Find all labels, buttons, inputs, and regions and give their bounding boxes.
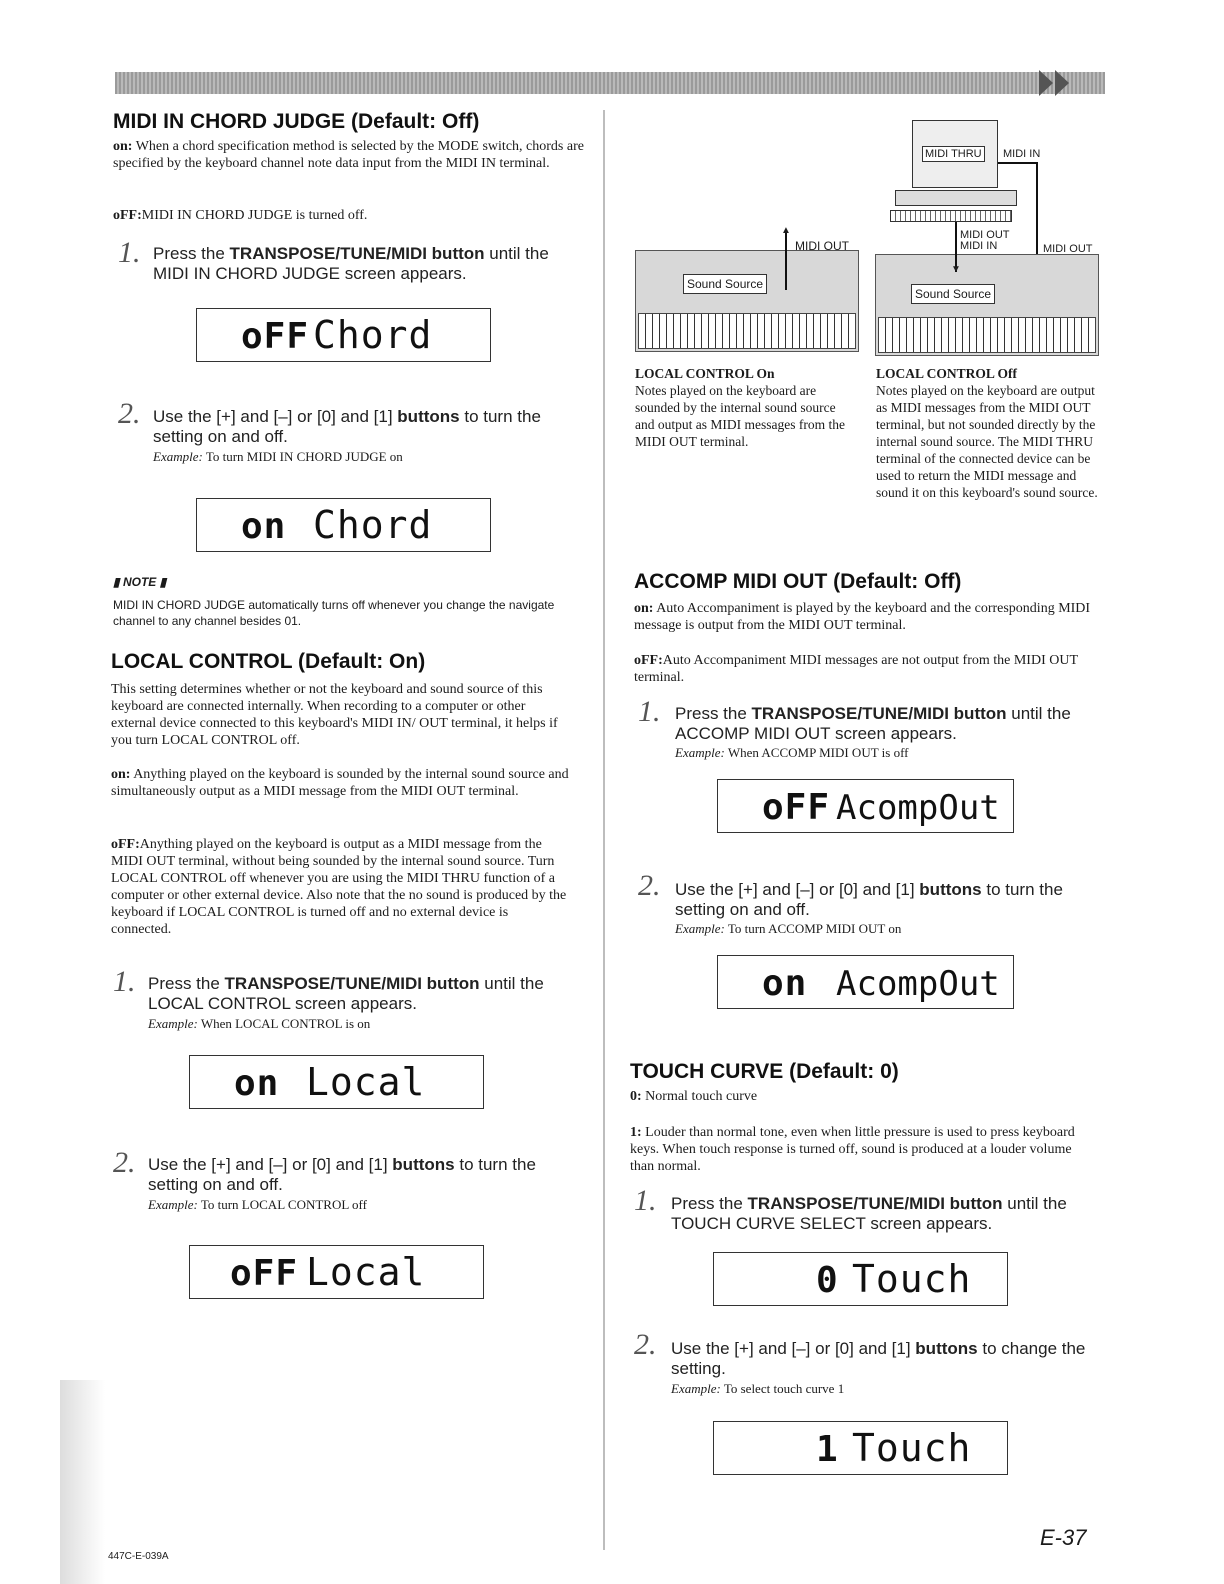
example-text: To turn ACCOMP MIDI OUT on: [727, 921, 902, 936]
example-label: Example:: [671, 1381, 721, 1396]
local-control-diagram: [625, 112, 1105, 362]
off-label: oFF:: [113, 208, 142, 223]
example-text: To select touch curve 1: [723, 1381, 845, 1396]
lcd-label: Touch: [852, 1426, 972, 1470]
step-text: until the TOUCH CURVE SELECT screen appears.: [671, 1194, 1067, 1233]
off-text: MIDI IN CHORD JUDGE is turned off.: [141, 208, 368, 223]
example-label: Example:: [148, 1016, 198, 1031]
caption-text: Notes played on the keyboard are sounded by the internal sound source and output as MIDI messages from the MIDI OUT terminal.: [635, 383, 845, 449]
local-off-caption: [876, 366, 1098, 501]
step-text: Press the: [153, 244, 230, 263]
note-text: MIDI IN CHORD JUDGE automatically turns off whenever you change the navigate channel to any channel besides 01.: [113, 598, 555, 628]
on-text: Anything played on the keyboard is sounded by the internal sound source and simultaneously output as a MIDI message from the MIDI OUT terminal.: [111, 767, 569, 799]
document-code: 447C-E-039A: [108, 1551, 169, 1562]
lcd-display: [189, 1245, 484, 1299]
step-button-name: buttons: [397, 407, 460, 426]
midi-thru-label: MIDI THRU: [922, 146, 985, 162]
step-button-name: TRANSPOSE/TUNE/MIDI button: [747, 1194, 1003, 1213]
step-number: 1.: [634, 1184, 657, 1217]
local-on-caption: [635, 366, 857, 450]
example-line: [148, 1197, 367, 1213]
computer-base-illustration: [895, 190, 1017, 206]
sound-source-box: Sound Source: [911, 284, 995, 304]
step-text: Press the: [148, 974, 225, 993]
keyboard-on-illustration: [635, 250, 859, 352]
step-button-name: TRANSPOSE/TUNE/MIDI button: [224, 974, 480, 993]
arrow-up-icon: ▲: [781, 225, 791, 236]
chevron-right-icon: [1039, 70, 1053, 96]
example-line: [675, 745, 909, 761]
on-text: Auto Accompaniment is played by the keyboard and the corresponding MIDI message is output from the MIDI OUT terminal.: [634, 601, 1091, 633]
example-text: When ACCOMP MIDI OUT is off: [727, 745, 909, 760]
lcd-label: Local: [306, 1250, 426, 1294]
keys-illustration: [878, 317, 1096, 353]
accomp-step1: [675, 704, 1100, 744]
off-label: oFF:: [111, 837, 140, 852]
step-number: 2.: [634, 1328, 657, 1361]
chevron-right-icon: [1055, 70, 1069, 96]
example-line: [675, 921, 901, 937]
lcd-display: [717, 779, 1014, 833]
example-label: Example:: [675, 921, 725, 936]
lcd-value: on: [241, 506, 287, 547]
step-button-name: buttons: [392, 1155, 455, 1174]
step-button-name: TRANSPOSE/TUNE/MIDI button: [751, 704, 1007, 723]
midi-out-label: MIDI OUT: [960, 229, 1010, 241]
step-number: 1.: [113, 965, 136, 998]
on-label: on:: [634, 601, 654, 616]
step-text: Press the: [675, 704, 752, 723]
note-label: NOTE: [122, 575, 157, 589]
midi-in-label: MIDI IN: [960, 240, 998, 252]
step-number: 2.: [638, 869, 661, 902]
caption-title: LOCAL CONTROL Off: [876, 366, 1018, 381]
value-text: Louder than normal tone, even when little pressure is used to press keyboard keys. When touch response is turned off, sound is produced at a louder volume than normal.: [630, 1125, 1075, 1174]
local-step2: [148, 1155, 578, 1195]
step-text: to turn the setting on and off.: [153, 407, 541, 446]
example-line: [153, 449, 403, 465]
touch-one-def: [630, 1124, 1095, 1175]
lcd-display: [713, 1252, 1008, 1306]
step-text: to turn the setting on and off.: [148, 1155, 536, 1194]
lcd-value: oFF: [762, 787, 831, 828]
touch-step2: [671, 1339, 1096, 1379]
local-off-def: [111, 836, 571, 938]
lcd-display: [196, 308, 491, 362]
accomp-midi-out-heading: ACCOMP MIDI OUT (Default: Off): [634, 570, 962, 593]
step-text: Press the: [671, 1194, 748, 1213]
step-button-name: TRANSPOSE/TUNE/MIDI button: [229, 244, 485, 263]
value-label: 0:: [630, 1089, 642, 1104]
example-label: Example:: [153, 449, 203, 464]
lcd-label: Touch: [852, 1257, 972, 1301]
on-text: When a chord specification method is selected by the MODE switch, chords are specified by the keyboard channel note data input from the MIDI IN terminal.: [113, 139, 584, 171]
step-text: until the ACCOMP MIDI OUT screen appears.: [675, 704, 1071, 743]
step-text: until the MIDI IN CHORD JUDGE screen appears.: [153, 244, 549, 283]
computer-keyboard-illustration: [890, 210, 1012, 222]
midi-chord-heading: MIDI IN CHORD JUDGE (Default: Off): [113, 110, 480, 133]
step-text: Use the [+] and [–] or [0] and [1]: [675, 880, 920, 899]
example-label: Example:: [148, 1197, 198, 1212]
note-heading: ▮ NOTE ▮: [113, 575, 167, 589]
lcd-value: oFF: [230, 1253, 299, 1294]
step-button-name: buttons: [915, 1339, 978, 1358]
local-step1: [148, 974, 578, 1014]
value-label: 1:: [630, 1125, 642, 1140]
column-divider: [603, 110, 605, 1550]
step-text: Use the [+] and [–] or [0] and [1]: [153, 407, 398, 426]
step-number: 1.: [118, 236, 141, 269]
lcd-label: AcompOut: [836, 788, 1000, 828]
example-text: When LOCAL CONTROL is on: [200, 1016, 371, 1031]
on-label: on:: [111, 767, 131, 782]
midi-in-label: MIDI IN: [1003, 148, 1041, 160]
touch-curve-heading: TOUCH CURVE (Default: 0): [630, 1060, 899, 1083]
step-number: 2.: [113, 1146, 136, 1179]
off-label: oFF:: [634, 653, 663, 668]
accomp-step2: [675, 880, 1100, 920]
midi-chord-on-def: [113, 138, 591, 172]
off-text: Auto Accompaniment MIDI messages are not output from the MIDI OUT terminal.: [634, 653, 1078, 685]
midi-out-label: MIDI OUT: [795, 239, 849, 253]
caption-title: LOCAL CONTROL On: [635, 366, 775, 381]
touch-step1: [671, 1194, 1096, 1234]
caption-text: Notes played on the keyboard are output as MIDI messages from the MIDI OUT terminal, but not sounded directly by the internal sound source. The MIDI THRU terminal of the connected device can be used to return the MIDI message and sound it on this keyboard's sound source.: [876, 383, 1098, 500]
keys-illustration: [638, 313, 856, 349]
accomp-on-def: [634, 600, 1099, 634]
example-text: To turn LOCAL CONTROL off: [200, 1197, 367, 1212]
step-text: Use the [+] and [–] or [0] and [1]: [148, 1155, 393, 1174]
lcd-label: AcompOut: [836, 964, 1000, 1004]
midi-out-in-labels: [960, 230, 1010, 252]
lcd-display: [189, 1055, 484, 1109]
lcd-value: on: [762, 963, 808, 1004]
keyboard-off-illustration: [875, 254, 1099, 356]
step-text: until the LOCAL CONTROL screen appears.: [148, 974, 544, 1013]
lcd-label: Local: [306, 1060, 426, 1104]
lcd-display: [196, 498, 491, 552]
midi-chord-off-def: [113, 207, 591, 224]
touch-zero-def: [630, 1088, 1095, 1105]
local-control-heading: LOCAL CONTROL (Default: On): [111, 650, 426, 673]
header-band: [115, 72, 1105, 94]
signal-line: [785, 232, 787, 290]
step-text: to change the setting.: [671, 1339, 1086, 1378]
accomp-off-def: [634, 652, 1099, 686]
lcd-display: [717, 955, 1014, 1009]
step-number: 1.: [638, 695, 661, 728]
example-text: To turn MIDI IN CHORD JUDGE on: [205, 449, 403, 464]
page-edge-shadow: [60, 1380, 105, 1584]
lcd-value: 1: [816, 1429, 839, 1470]
value-text: Normal touch curve: [645, 1089, 758, 1104]
sound-source-box: Sound Source: [683, 274, 767, 294]
example-line: [671, 1381, 844, 1397]
lcd-label: Chord: [313, 313, 433, 357]
midi-chord-step2: [153, 407, 583, 447]
lcd-value: 0: [816, 1260, 839, 1301]
on-label: on:: [113, 139, 133, 154]
step-number: 2.: [118, 397, 141, 430]
local-intro: This setting determines whether or not the keyboard and sound source of this keyboard are connected internally. When recording to a computer or other external device connected to this keyboard's MIDI IN/ OUT terminal, it helps if you turn LOCAL CONTROL off.: [111, 682, 558, 748]
step-button-name: buttons: [919, 880, 982, 899]
page-number: E-37: [1040, 1525, 1087, 1550]
arrow-down-icon: ▼: [951, 264, 961, 275]
example-label: Example:: [675, 745, 725, 760]
lcd-display: [713, 1421, 1008, 1475]
step-text: to turn the setting on and off.: [675, 880, 1063, 919]
lcd-value: on: [234, 1063, 280, 1104]
signal-line: [998, 162, 1038, 164]
off-text: Anything played on the keyboard is output as a MIDI message from the MIDI OUT terminal, without being sounded by the internal sound source. Turn LOCAL CONTROL off whenever you are using the MIDI THRU function of a computer or other external device. Also note that the no sound is produced by the keyboard if LOCAL CONTROL is turned off and no external device is connected.: [111, 837, 567, 937]
midi-out-label: MIDI OUT: [1043, 243, 1093, 255]
step-text: Use the [+] and [–] or [0] and [1]: [671, 1339, 916, 1358]
lcd-label: Chord: [313, 503, 433, 547]
midi-chord-step1: [153, 244, 583, 284]
local-on-def: [111, 766, 571, 800]
example-line: [148, 1016, 370, 1032]
lcd-value: oFF: [241, 316, 310, 357]
